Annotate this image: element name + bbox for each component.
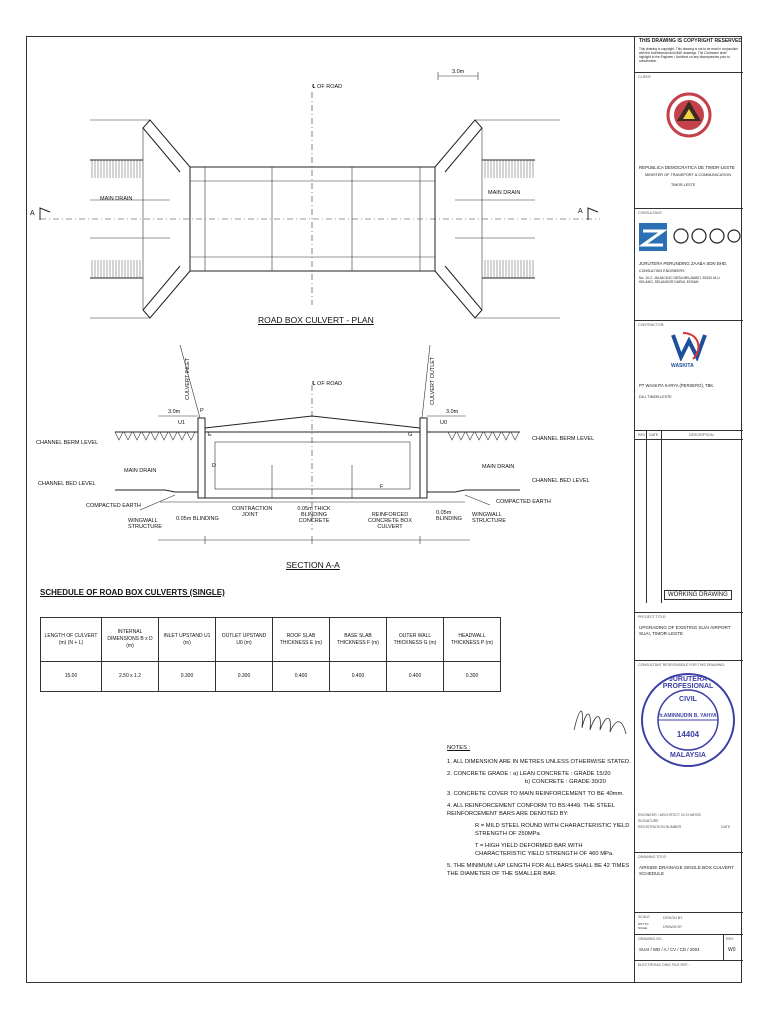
revision-col-description: DESCRIPTION [689, 433, 714, 437]
note-5: 5. THE MINIMUM LAP LENGTH FOR ALL BARS SHALL BE 42 TIMES THE DIAMETER OF THE SMALLER BAR. [447, 863, 630, 877]
schedule-data-row [41, 662, 501, 692]
schedule-header-cell: HEADWALL THICKNESS P (m) [444, 618, 501, 662]
schedule-title: SCHEDULE OF ROAD BOX CULVERTS (SINGLE) [40, 588, 225, 597]
section-title: SECTION A-A [286, 560, 340, 570]
rev-label: REV [726, 937, 734, 941]
drawing-number: SUAI / WD / A / CV / CD / 2004 [639, 947, 700, 952]
symbol-g: G [408, 432, 413, 438]
contractor-name: PT WASKITA KARYA (PERSERO), TBK. [639, 383, 715, 388]
dimension-3m-plan: 3.0m [452, 69, 465, 75]
note-1: 1. ALL DIMENSION ARE IN METRES UNLESS OTHERWISE STATED. [447, 759, 631, 765]
timor-leste-emblem-icon [666, 87, 712, 143]
contractor-label: CONTRACTOR: [638, 323, 665, 327]
symbol-e: E [208, 432, 212, 438]
revision-divider [646, 431, 647, 603]
note-2b: b) CONCRETE : GRADE 30/20 [525, 779, 606, 785]
consultant-name: JURUTERA PERUNDING ZAABA SDN BHD. [639, 261, 728, 266]
revision-col-date: DATE [649, 433, 659, 437]
contractor-section [635, 320, 743, 430]
client-label: CLIENT: [638, 75, 652, 79]
schedule-header-cell: INLET UPSTAND U1 (m) [159, 618, 216, 662]
schedule-header-cell: OUTER WALL THICKNESS G (m) [387, 618, 444, 662]
schedule-cell: 0.300 [444, 662, 501, 692]
client-name: REPUBLICA DEMOCRATICA DE TIMOR-LESTE [639, 165, 735, 170]
client-section [635, 72, 743, 208]
plan-title: ROAD BOX CULVERT - PLAN [258, 315, 374, 325]
schedule-header-cell: INTERNAL DIMENSIONS B x D (m) [102, 618, 159, 662]
notes-heading: NOTES : [447, 745, 471, 751]
note-4: 4. ALL REINFORCEMENT CONFORM TO BS:4449. THE STEEL REINFORCEMENT BARS ARE DENOTED BY: [447, 803, 615, 817]
date-label: DATE [721, 825, 731, 829]
notes-block [447, 744, 632, 882]
blinding-concrete-label: 0.05m THICK BLINDING CONCRETE [297, 506, 331, 524]
stamp-number: 14404 [676, 730, 700, 739]
rev-value: W0 [728, 947, 736, 953]
consultant-section [635, 208, 743, 320]
electronic-file-section [635, 960, 743, 983]
drawing-title-section [635, 852, 743, 912]
compacted-earth-right: COMPACTED EARTH [496, 499, 551, 505]
engineer-label: ENGINEER / ARCHITECT IN CHARGE [638, 813, 702, 817]
schedule-cell: 0.400 [330, 662, 387, 692]
main-drain-section-right: MAIN DRAIN [482, 464, 515, 470]
registration-label: REGISTRATION NUMBER [638, 825, 682, 829]
consultant-logo-icon [637, 221, 741, 255]
drawn-by-label: DRAWN BY [663, 925, 683, 929]
contractor-address: DILI, TIMOR-LESTE [639, 395, 672, 399]
project-label: PROJECT TITLE: [638, 615, 667, 619]
schedule-cell: 0.300 [159, 662, 216, 692]
main-drain-section-left: MAIN DRAIN [124, 468, 157, 474]
schedule-header-row [41, 618, 501, 662]
drawing-no-divider [723, 935, 724, 961]
responsible-label: CONSULTANT RESPONSIBLE FOR THIS DRAWING: [638, 663, 726, 667]
copyright-heading: THIS DRAWING IS COPYRIGHT RESERVED [639, 38, 742, 44]
drawing-title: AIRSIDE DRAINAGE SINGLE BOX CULVERT SCHEDULE [639, 865, 734, 876]
dimension-3m-right: 3.0m [446, 409, 459, 415]
section-mark-left: A [30, 210, 35, 217]
client-ministry: MINISTER OF TRANSPORT & COMMUNICATION [645, 173, 731, 177]
stamp-bottom-text: MALAYSIA [670, 752, 706, 759]
note-3: 3. CONCRETE COVER TO MAIN REINFORCEMENT TO BE 40mm. [447, 791, 624, 797]
scale-section [635, 912, 743, 934]
note-4-t: T = HIGH YIELD DEFORMED BAR WITH CHARACTERISTIC YIELD STRENGTH OF 460 MPa. [475, 843, 614, 857]
main-drain-right-label: MAIN DRAIN [488, 190, 521, 196]
schedule-header-cell: ROOF SLAB THICKNESS E (m) [273, 618, 330, 662]
copyright-note: This drawing is copyright. This drawing is not to be read in conjunction with the Architectural and M&E drawings. The Contractor shall highlight to the Engineer / Architect on any discrepancies prior to construction. [639, 47, 738, 63]
signature-label: SIGNATURE [638, 819, 659, 823]
compacted-earth-left: COMPACTED EARTH [86, 503, 141, 509]
drawing-no-label: DRAWING NO. [638, 937, 663, 941]
dimension-3m-left: 3.0m [168, 409, 181, 415]
waskita-logo-icon [669, 331, 709, 361]
schedule-header-cell: OUTLET UPSTAND U0 (m) [216, 618, 273, 662]
road-centerline-plan-label: ℄ OF ROAD [312, 84, 343, 90]
blinding-right: 0.05m BLINDING [436, 510, 462, 522]
scale-value: NOT TO SCALE [638, 922, 649, 930]
symbol-f: F [380, 484, 384, 490]
stamp-name: Ir.AMINNUDIN B. YAHYA [659, 713, 717, 719]
symbol-p: P [200, 408, 204, 414]
symbol-u1: U1 [178, 420, 186, 426]
note-4-r: R = MILD STEEL ROUND WITH CHARACTERISTIC YIELD STRENGTH OF 250MPa [475, 823, 630, 837]
wingwall-structure-right: WINGWALL STRUCTURE [472, 512, 506, 524]
channel-berm-level-right: CHANNEL BERM LEVEL [532, 436, 595, 442]
wingwall-structure-left: WINGWALL STRUCTURE [128, 518, 162, 530]
revision-table [635, 430, 743, 602]
client-address: TIMOR-LESTE [671, 183, 696, 187]
main-drain-left-label: MAIN DRAIN [100, 196, 133, 202]
road-centerline-section-label: ℄ OF ROAD [312, 381, 343, 387]
culvert-outlet-label: CULVERT OUTLET [430, 356, 436, 405]
contraction-joint-label: CONTRACTION JOINT [232, 506, 273, 518]
project-title: UPGRADING OF EXISTING SUAI AIRPORT SUAI, TIMOR-LESTE [639, 625, 731, 636]
schedule-cell: 2.50 x 1.2 [102, 662, 159, 692]
revision-col-rev: REV [638, 433, 646, 437]
signature [570, 700, 630, 740]
schedule-table [40, 617, 501, 692]
engineer-stamp [640, 672, 736, 768]
section-mark-right: A [578, 208, 583, 215]
revision-header-line [635, 439, 743, 440]
channel-bed-level-right: CHANNEL BED LEVEL [532, 478, 590, 484]
consultant-address: No. 10-2, JALAN 3/4C DESA MELAWATI, 53100 ULU KELANG, SELANGOR DARUL EHSAN [639, 276, 720, 285]
project-section [635, 612, 743, 660]
electronic-file-label: ELECTRONIC DWG FILE REF: [638, 963, 689, 967]
revision-divider [661, 431, 662, 603]
symbol-d: D [212, 463, 216, 469]
schedule-cell: 0.400 [387, 662, 444, 692]
stamp-civil: CIVIL [679, 696, 697, 703]
schedule-cell: 0.400 [273, 662, 330, 692]
reinforced-concrete-label: REINFORCED CONCRETE BOX CULVERT [368, 512, 413, 530]
working-drawing-badge: WORKING DRAWING [664, 590, 732, 600]
consultant-subtitle: CONSULTING ENGINEERS [639, 269, 685, 273]
drawing-title-label: DRAWING TITLE: [638, 855, 667, 859]
design-by-label: DESIGN BY [663, 916, 683, 920]
blinding-left: 0.05m BLINDING [176, 516, 219, 522]
channel-bed-level-left: CHANNEL BED LEVEL [38, 481, 96, 487]
channel-berm-level-left: CHANNEL BERM LEVEL [36, 440, 99, 446]
contractor-logo-text: WASKITA [671, 363, 694, 369]
scale-label: SCALE [638, 915, 650, 919]
note-2a: 2. CONCRETE GRADE : a) LEAN CONCRETE : GRADE 15/20 [447, 771, 611, 777]
schedule-header-cell: BASE SLAB THICKNESS F (m) [330, 618, 387, 662]
schedule-cell: 0.300 [216, 662, 273, 692]
symbol-u0: U0 [440, 420, 448, 426]
culvert-inlet-label: CULVERT INLET [185, 357, 191, 400]
schedule-cell: 15.00 [41, 662, 102, 692]
title-block [634, 36, 742, 983]
consultant-label: CONSULTANT: [638, 211, 663, 215]
drawing-number-section [635, 934, 743, 960]
stamp-top-text: JURUTERA PROFESIONAL [662, 676, 714, 690]
schedule-header-cell: LENGTH OF CULVERT (m) (N + L) [41, 618, 102, 662]
